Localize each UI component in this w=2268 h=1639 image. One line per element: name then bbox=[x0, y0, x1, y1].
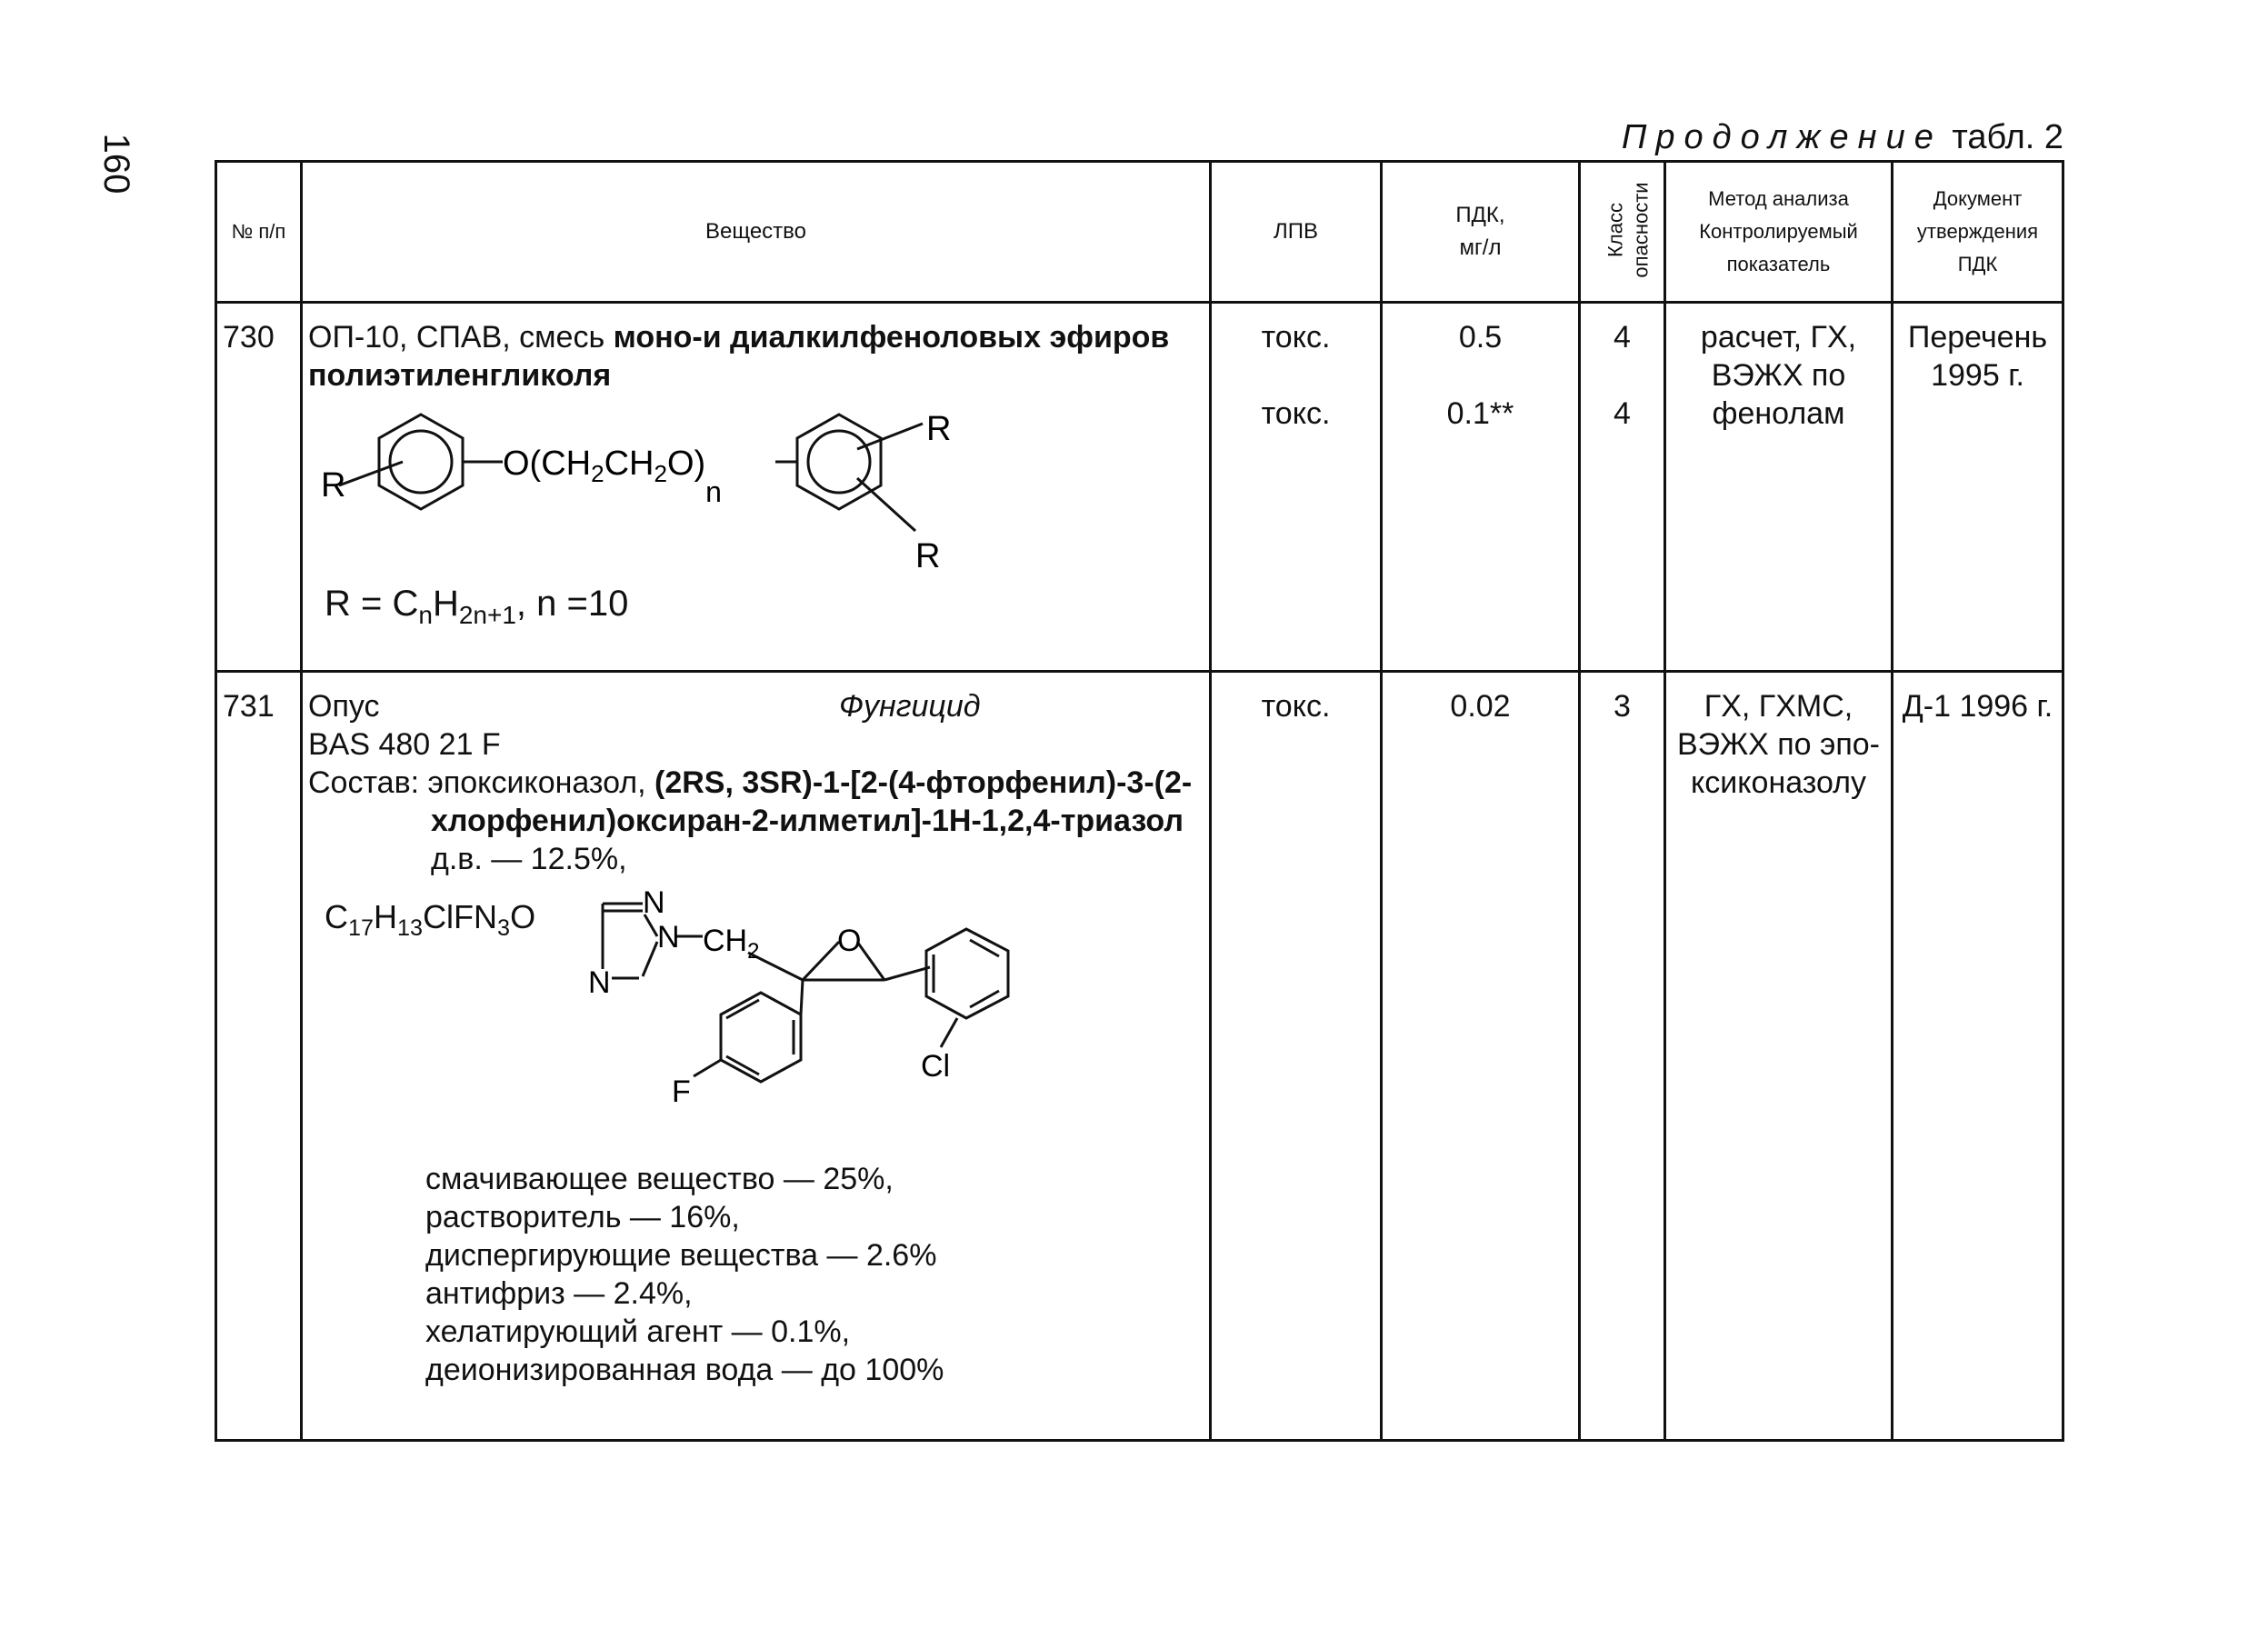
chain-label: $O(CH_2CH_2O)_n$ bbox=[503, 445, 722, 508]
list-item: смачивающее вещество — 25%, bbox=[425, 1162, 894, 1196]
row-pdk bbox=[1382, 672, 1580, 1441]
header-row bbox=[216, 162, 2063, 303]
caption-table-label: табл. 2 bbox=[1952, 118, 2063, 156]
substance-name-bold: моно-и диалкилфеноловых эфиров полиэтиленгликоля bbox=[308, 320, 1170, 393]
substance-name: Опус bbox=[308, 689, 380, 724]
row-class bbox=[1580, 672, 1665, 1441]
chlorine-label: Cl bbox=[921, 1049, 951, 1084]
substance-title-line bbox=[308, 687, 1204, 725]
components-list bbox=[303, 1160, 1209, 1389]
data-table bbox=[215, 160, 2064, 1442]
header-pdk bbox=[1382, 162, 1580, 303]
header-method-line3: показатель bbox=[1726, 253, 1831, 275]
triazole-n3: N bbox=[588, 965, 611, 1000]
pdk-values bbox=[1383, 304, 1578, 433]
header-class bbox=[1580, 162, 1665, 303]
header-method-line2: Контролируемый bbox=[1699, 220, 1858, 243]
row-substance bbox=[302, 672, 1211, 1441]
epoxide-o: O bbox=[837, 924, 862, 958]
class-value: 3 bbox=[1614, 689, 1631, 724]
row-lpv bbox=[1211, 672, 1382, 1441]
composition-bold: (2RS, 3SR)-1-[2-(4-фторфенил)-3-(2-хлорфенил)оксиран-2-илметил]-1Н-1,2,4-триазол bbox=[431, 765, 1193, 838]
structure-op10-drawing bbox=[312, 395, 1003, 585]
header-document bbox=[1893, 162, 2063, 303]
row-pdk bbox=[1382, 303, 1580, 672]
formula-n: n bbox=[418, 601, 433, 629]
fluorine-label: F bbox=[672, 1074, 691, 1109]
row-document bbox=[1893, 303, 2063, 672]
document-text: Перечень 1995 г. bbox=[1907, 320, 2048, 393]
row-lpv bbox=[1211, 303, 1382, 672]
row-method bbox=[1665, 303, 1893, 672]
formula-sub: 2n+1 bbox=[458, 601, 516, 629]
method-text: расчет, ГХ, ВЭЖХ по фенолам bbox=[1700, 320, 1857, 431]
table-row bbox=[216, 303, 2063, 672]
structure-epoxiconazole bbox=[303, 878, 1209, 1160]
row-num bbox=[216, 672, 302, 1441]
r-bottom: R bbox=[915, 537, 941, 575]
pdk-value: 0.02 bbox=[1450, 689, 1511, 724]
list-item: диспергирующие вещества — 2.6% bbox=[425, 1238, 937, 1273]
header-doc-line1: Документ bbox=[1933, 187, 2023, 210]
substance-name bbox=[303, 304, 1209, 395]
composition-tail: д.в. — 12.5%, bbox=[431, 842, 627, 876]
header-pdk-unit: мг/л bbox=[1459, 235, 1502, 260]
row-method bbox=[1665, 672, 1893, 1441]
substance-block bbox=[303, 673, 1209, 878]
pdk-value-2: 0.1** bbox=[1446, 396, 1514, 431]
class-value-2: 4 bbox=[1614, 396, 1631, 431]
header-class-line2: опасности bbox=[1629, 182, 1653, 278]
row-num-text: 731 bbox=[223, 689, 275, 724]
r-left: R bbox=[321, 466, 346, 505]
list-item: деионизированная вода — до 100% bbox=[425, 1353, 944, 1387]
header-class-text bbox=[1604, 182, 1654, 277]
header-class-line1: Класс bbox=[1604, 203, 1627, 257]
lpv-value-2: токс. bbox=[1261, 396, 1331, 431]
lpv-values bbox=[1212, 304, 1380, 433]
header-num: № п/п bbox=[216, 162, 302, 303]
header-substance: Вещество bbox=[302, 162, 1211, 303]
pdk-value-1: 0.5 bbox=[1458, 320, 1503, 355]
substance-name-plain: ОП-10, СПАВ, смесь bbox=[308, 320, 614, 355]
table-caption bbox=[1622, 118, 2063, 157]
row-num-text: 730 bbox=[223, 320, 275, 355]
caption-continuation: Продолжение bbox=[1621, 118, 1943, 156]
triazole-n1: N bbox=[643, 885, 665, 920]
class-value-1: 4 bbox=[1614, 320, 1631, 355]
list-item: антифриз — 2.4%, bbox=[425, 1276, 693, 1311]
header-method-line1: Метод анализа bbox=[1708, 187, 1849, 210]
list-item: растворитель — 16%, bbox=[425, 1200, 740, 1234]
substance-code: BAS 480 21 F bbox=[308, 727, 501, 762]
formula-h: H bbox=[432, 584, 459, 624]
structure-op10 bbox=[303, 395, 1209, 631]
header-method bbox=[1665, 162, 1893, 303]
composition-plain: Состав: эпоксиконазол, bbox=[308, 765, 655, 800]
formula-prefix: R = C bbox=[325, 584, 419, 624]
lpv-value: токс. bbox=[1261, 689, 1331, 724]
header-doc-line2: утверждения bbox=[1916, 220, 2039, 243]
row-class bbox=[1580, 303, 1665, 672]
row-num bbox=[216, 303, 302, 672]
ch2-label: $CH_2$ bbox=[703, 924, 760, 964]
molecular-formula: $C_{17}H_{13}ClFN_3O$ bbox=[325, 898, 536, 942]
document-text: Д-1 1996 г. bbox=[1902, 689, 2053, 724]
substance-composition bbox=[308, 764, 1204, 878]
class-values bbox=[1581, 304, 1664, 433]
page-number: 160 bbox=[96, 133, 136, 195]
triazole-n2: N bbox=[657, 920, 680, 954]
lpv-value-1: токс. bbox=[1261, 320, 1331, 355]
header-lpv: ЛПВ bbox=[1211, 162, 1382, 303]
header-doc-line3: ПДК bbox=[1957, 253, 1998, 275]
formula-suffix: , n =10 bbox=[515, 584, 629, 624]
method-text: ГХ, ГХМС, ВЭЖХ по эпо-ксиконазолу bbox=[1677, 689, 1880, 800]
structure-epoxiconazole-drawing bbox=[584, 878, 1094, 1151]
substance-type: Фунгицид bbox=[839, 689, 981, 724]
header-pdk-label: ПДК, bbox=[1455, 203, 1505, 227]
table-row bbox=[216, 672, 2063, 1441]
r-top: R bbox=[926, 410, 952, 448]
list-item: хелатирующий агент — 0.1%, bbox=[425, 1314, 851, 1349]
row-document bbox=[1893, 672, 2063, 1441]
row-substance bbox=[302, 303, 1211, 672]
r-definition bbox=[325, 584, 628, 630]
